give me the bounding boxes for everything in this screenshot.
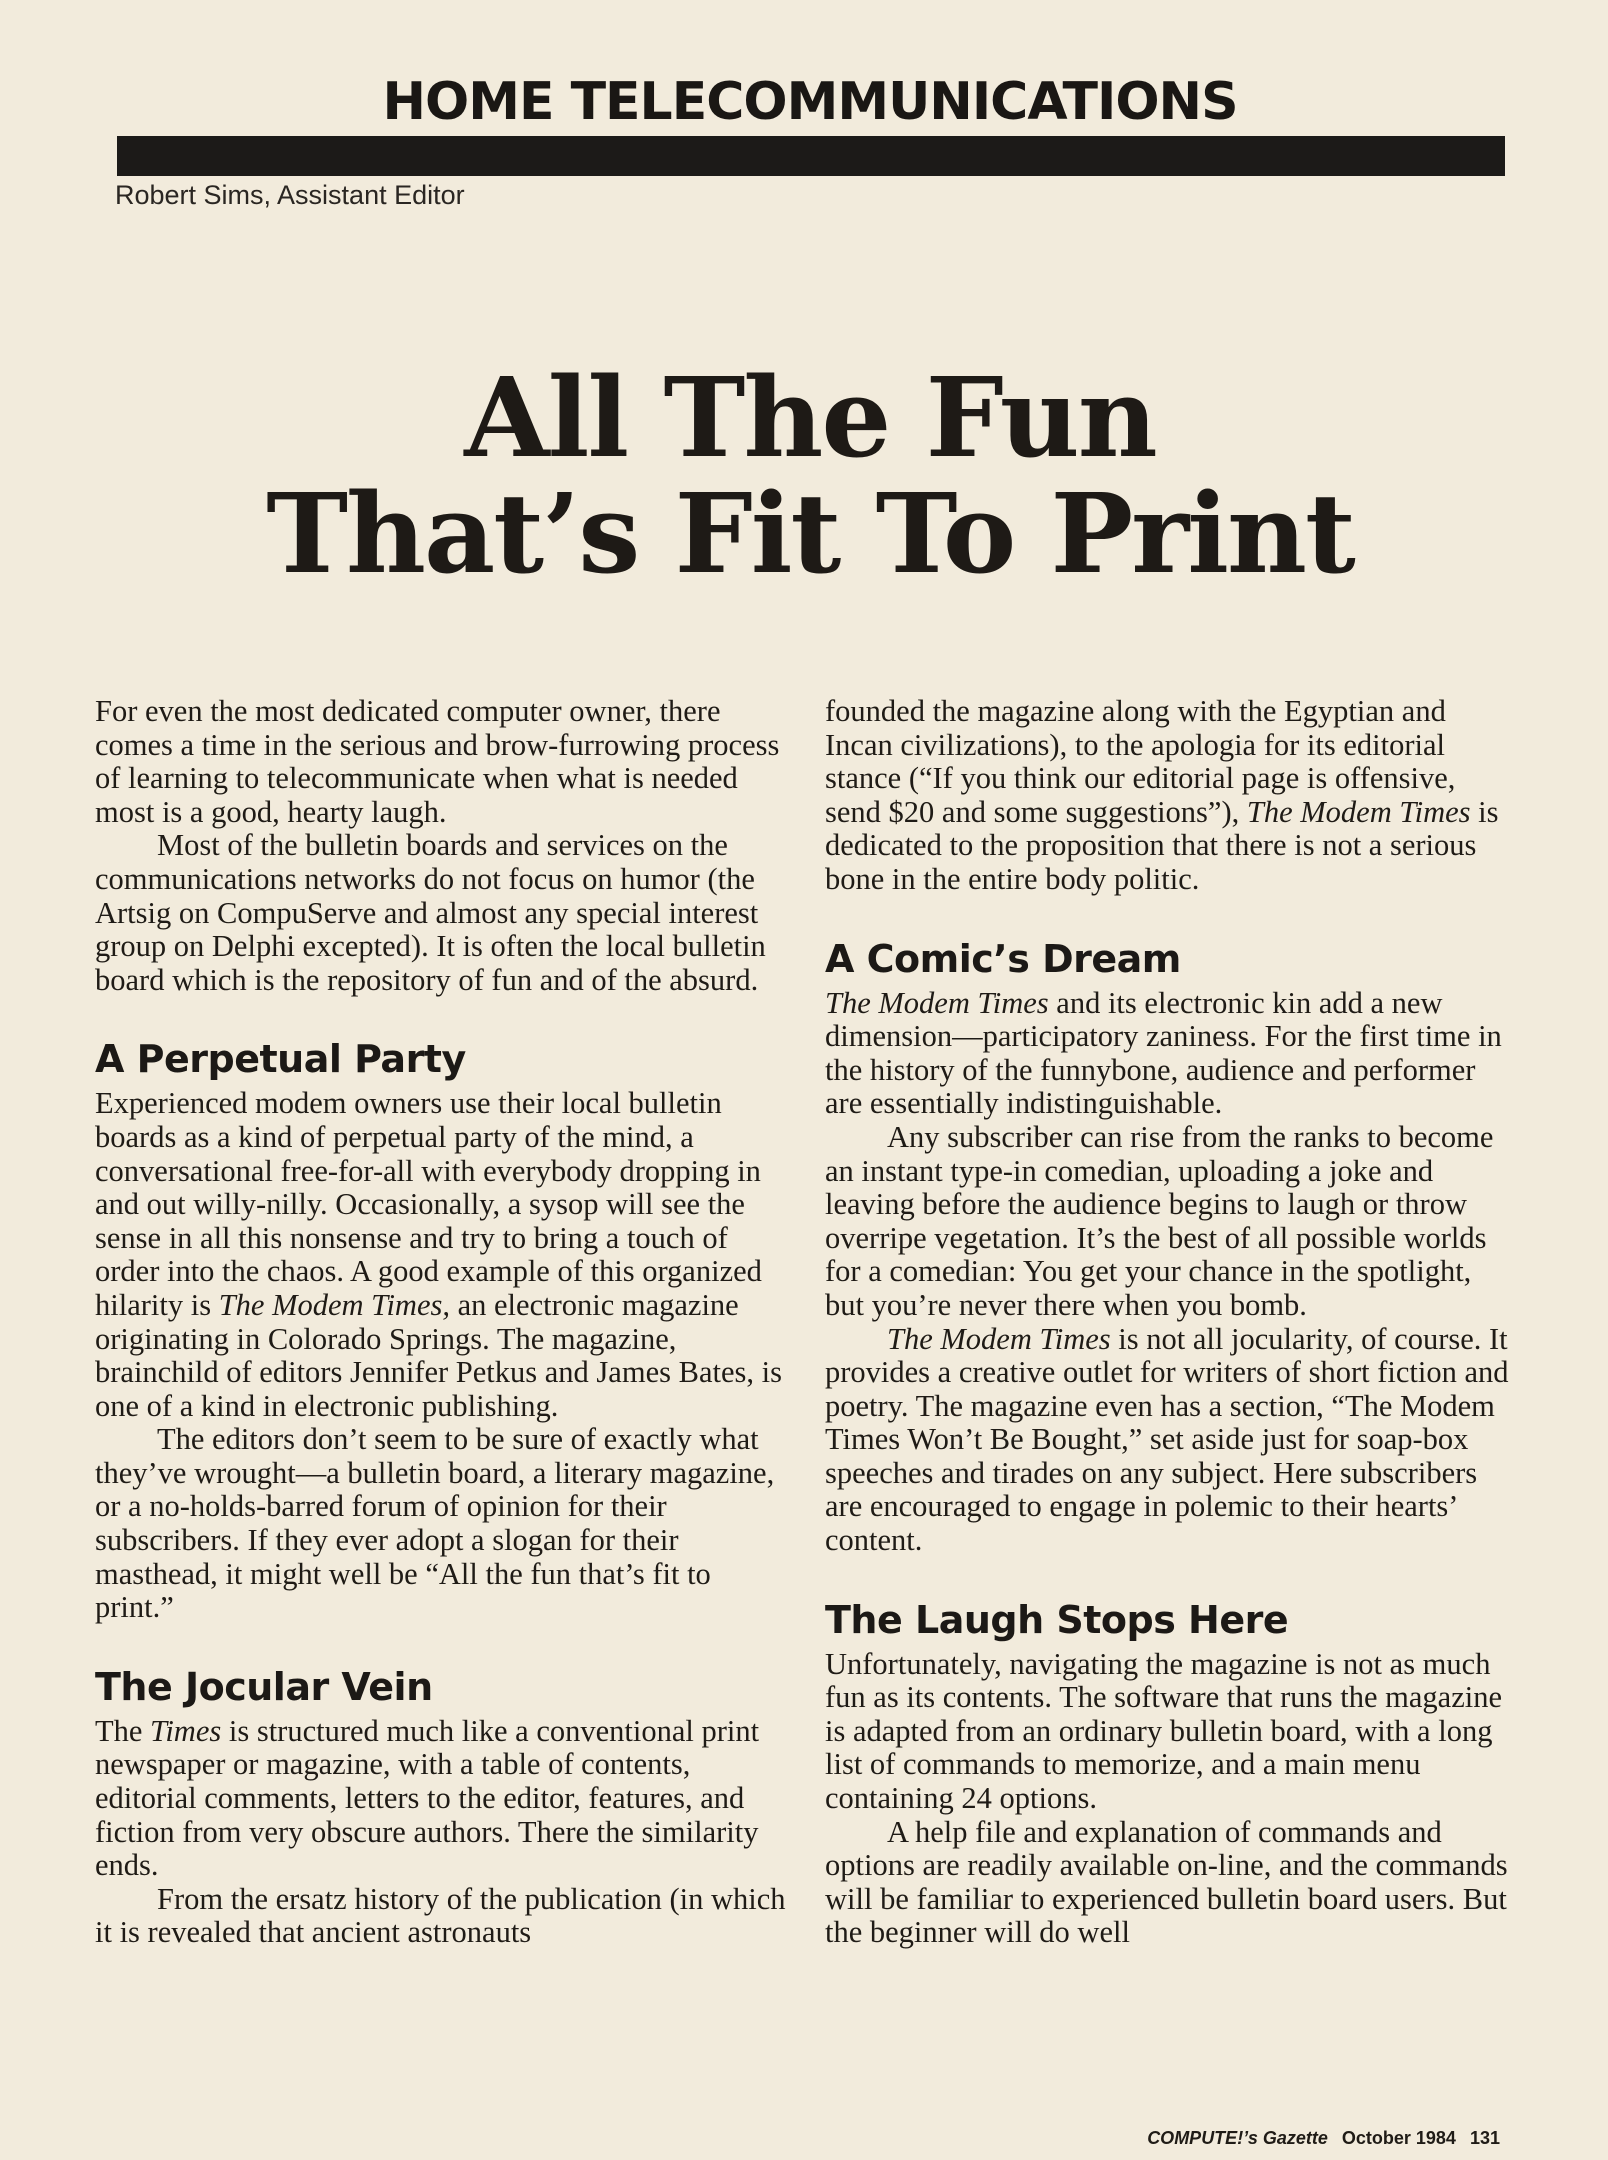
- paragraph: The Modem Times and its electronic kin add a new dimension—participatory zaniness. For the first time in the history of the funnybone, audience and performer are essentially indistinguishable.: [825, 985, 1502, 1121]
- section-header: HOME TELECOMMUNICATIONS: [382, 72, 1238, 132]
- paragraph: From the ersatz history of the publication (in which it is revealed that ancient astronauts: [95, 1881, 786, 1950]
- article-headline: [115, 353, 1505, 598]
- paragraph: The Times is structured much like a conventional print newspaper or magazine, with a table of contents, editorial comments, letters to the editor, features, and fiction from very obscure authors. There the similarity ends.: [95, 1713, 760, 1883]
- paragraph: Any subscriber can rise from the ranks to become an instant type-in comedian, uploading a joke and leaving before the audience begins to laugh or throw overripe vegetation. It’s the best of all possible worlds for a comedian: You get your chance in the spotlight, but you’re never there when you bomb.: [825, 1119, 1494, 1322]
- page-footer: [1133, 2128, 1500, 2149]
- paragraph: Unfortunately, navigating the magazine is not as much fun as its contents. The software that runs the magazine is adapted from an ordinary bulletin board, with a long list of commands to memorize, and a main menu containing 24 options.: [825, 1646, 1503, 1816]
- paragraph: The editors don’t seem to be sure of exactly what they’ve wrought—a bulletin board, a literary magazine, or a no-holds-barred forum of opinion for their subscribers. If they ever adopt a slogan for their masthead, it might well be “All the fun that’s fit to print.”: [95, 1422, 775, 1625]
- headline-line-2: That’s Fit To Print: [266, 468, 1354, 598]
- paragraph: A help file and explanation of commands and options are readily available on-line, and the commands will be familiar to experienced bulletin board users. But the beginner will do well: [825, 1814, 1508, 1950]
- paragraph: Experienced modem owners use their local bulletin boards as a kind of perpetual party of the mind, a conversational free-for-all with everybody dropping in and out willy-nilly. Occasionally, a sysop will see the sense in all this nonsense and try to bring a touch of order into the chaos. A good example of this organized hilarity is The Modem Times, an electronic magazine originating in Colorado Springs. The magazine, brainchild of editors Jennifer Petkus and James Bates, is one of a kind in electronic publishing.: [95, 1086, 782, 1423]
- paragraph: For even the most dedicated computer owner, there comes a time in the serious and brow-furrowing process of learning to telecommunicate when what is needed most is a good, hearty laugh.: [95, 694, 780, 829]
- page-number: 131: [1469, 2128, 1500, 2148]
- paragraph: founded the magazine along with the Egyptian and Incan civilizations), to the apologia for its editorial stance (“If you think our editorial page is offensive, send $20 and some suggestions”), The Modem Times is dedicated to the proposition that there is not a serious bone in the entire body politic.: [825, 694, 1499, 896]
- subheading: A Perpetual Party: [95, 1037, 466, 1082]
- footer-magazine: COMPUTE!’s Gazette: [1147, 2128, 1328, 2148]
- right-column: [825, 695, 1515, 1950]
- publication-title: The Modem Times: [1246, 794, 1471, 829]
- subheading: The Jocular Vein: [95, 1664, 433, 1709]
- paragraph: Most of the bulletin boards and services on the communications networks do not focus on humor (the Artsig on CompuServe and almost any special interest group on Delphi excepted). It is often the local bulletin board which is the repository of fun and of the absurd.: [95, 828, 766, 997]
- paragraph: The Modem Times is not all jocularity, of course. It provides a creative outlet for writers of short fiction and poetry. The magazine even has a section, “The Modem Times Won’t Be Bought,” set aside just for soap-box speeches and tirades on any subject. Here subscribers are encouraged to engage in polemic to their hearts’ content.: [825, 1321, 1509, 1558]
- subheading: A Comic’s Dream: [825, 936, 1181, 981]
- headline-line-1: All The Fun: [464, 353, 1156, 482]
- header-rule: [117, 136, 1505, 176]
- publication-title: Times: [150, 1713, 222, 1748]
- byline: Robert Sims, Assistant Editor: [115, 180, 465, 210]
- subheading: The Laugh Stops Here: [825, 1597, 1289, 1642]
- publication-title: The Modem Times: [887, 1321, 1111, 1356]
- footer-issue: October 1984: [1341, 2128, 1456, 2148]
- publication-title: The Modem Times: [825, 985, 1049, 1020]
- publication-title: The Modem Times,: [218, 1287, 450, 1322]
- left-column: [95, 695, 795, 1950]
